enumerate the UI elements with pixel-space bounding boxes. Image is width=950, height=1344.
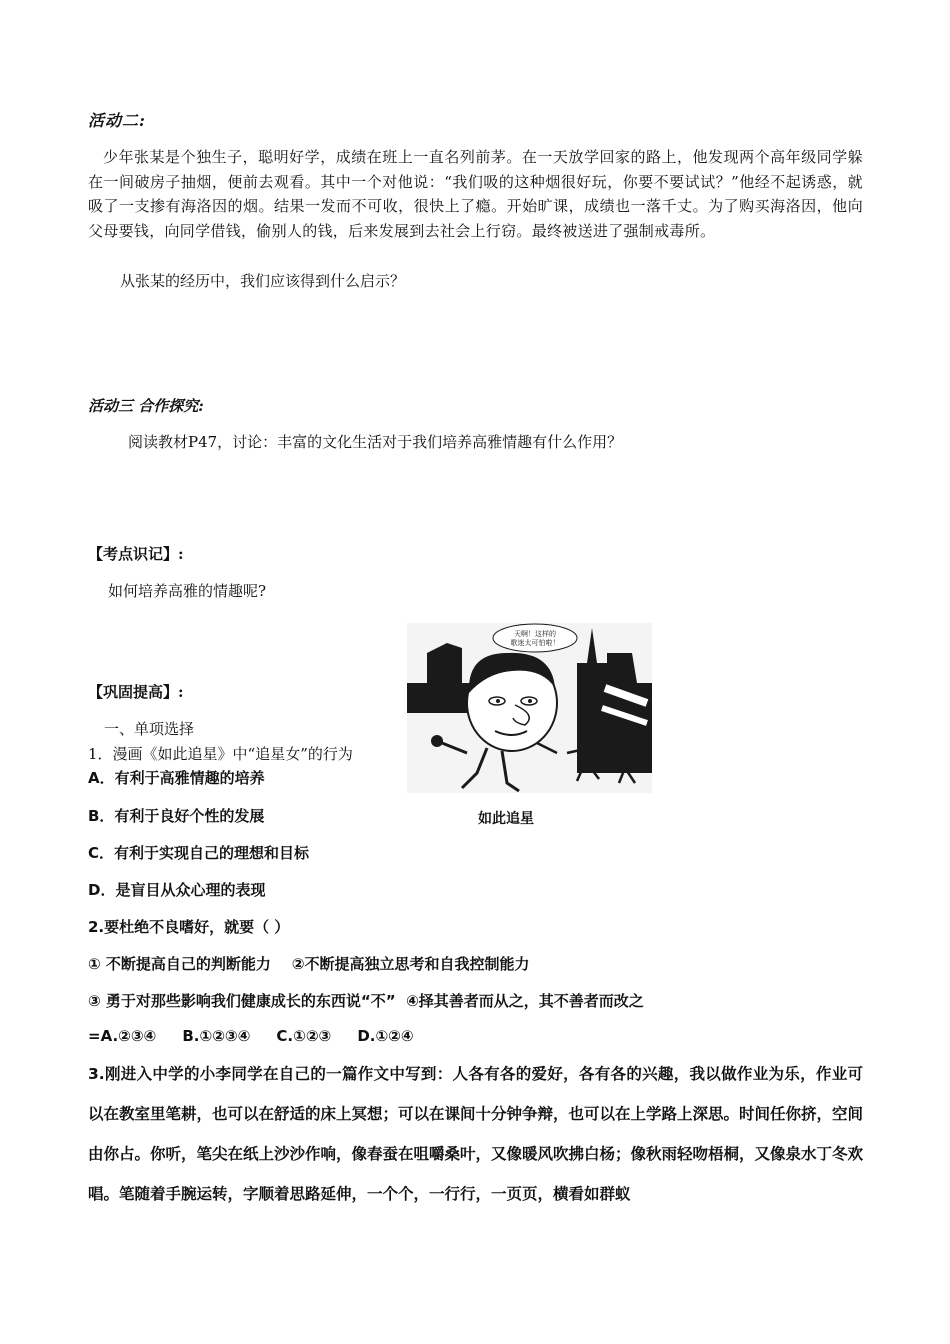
gonggu-heading: 【巩固提高】:	[88, 683, 184, 701]
cartoon-speech-line2: 歌迷太可怕啦！	[510, 639, 560, 647]
activity2-question: 从张某的经历中，我们应该得到什么启示？	[120, 272, 406, 290]
cartoon-speech-line1: 天啊！这样的	[514, 630, 556, 638]
q1-option-b: B．有利于良好个性的发展	[88, 807, 265, 825]
cartoon-image	[407, 623, 652, 793]
section-single-choice: 一、单项选择	[104, 720, 195, 738]
q2-options: =A.②③④ B.①②③④ C.①②③ D.①②④	[88, 1027, 414, 1045]
q1-option-d: D．是盲目从众心理的表现	[88, 881, 266, 899]
q3-text: 3.刚进入中学的小李同学在自己的一篇作文中写到：人各有各的爱好，各有各的兴趣，我以做作业为乐，作业可以在教室里笔耕，也可以在舒适的床上冥想；可以在课间十分钟争辩，也可以在上学路上深思。时间任你挤，空间由你占。你听，笔尖在纸上沙沙作响，像春蚕在咀嚼桑叶，又像暖风吹拂白杨；像秋雨轻吻梧桐，又像泉水丁冬欢唱。笔随着手腕运转，字顺着思路延伸，一个个，一行行，一页页，横看如群蚁	[88, 1065, 864, 1203]
activity2-story	[88, 145, 863, 243]
q1-option-c: C．有利于实现自己的理想和目标	[88, 844, 310, 862]
q1-stem: 1．漫画《如此追星》中“追星女”的行为	[88, 745, 353, 763]
kaodian-heading: 【考点识记】:	[88, 545, 184, 563]
kaodian-question: 如何培养高雅的情趣呢?	[108, 582, 267, 600]
activity3-prompt: 阅读教材P47，讨论：丰富的文化生活对于我们培养高雅情趣有什么作用？	[128, 433, 623, 451]
cartoon-drawing	[407, 623, 652, 793]
q2-line1: ① 不断提高自己的判断能力 ②不断提高独立思考和自我控制能力	[88, 955, 530, 973]
q2-line2: ③ 勇于对那些影响我们健康成长的东西说“不” ④择其善者而从之，其不善者而改之	[88, 992, 644, 1010]
cartoon-caption: 如此追星	[478, 811, 534, 827]
activity2-heading: 活动二:	[88, 111, 146, 130]
activity3-heading: 活动三 合作探究:	[88, 397, 204, 415]
activity2-story-text: 少年张某是个独生子，聪明好学，成绩在班上一直名列前茅。在一天放学回家的路上，他发现两个高年级同学躲在一间破房子抽烟，便前去观看。其中一个对他说：“我们吸的这种烟很好玩，你要不要试试？”他经不起诱惑，就吸了一支掺有海洛因的烟。结果一发而不可收，很快上了瘾。开始旷课，成绩也一落千丈。为了购买海洛因，他向父母要钱，向同学借钱，偷别人的钱，后来发展到去社会上行窃。最终被送进了强制戒毒所。	[88, 148, 863, 240]
q2-stem: 2.要杜绝不良嗜好，就要（ ）	[88, 918, 290, 936]
q1-option-a: A．有利于高雅情趣的培养	[88, 769, 265, 787]
